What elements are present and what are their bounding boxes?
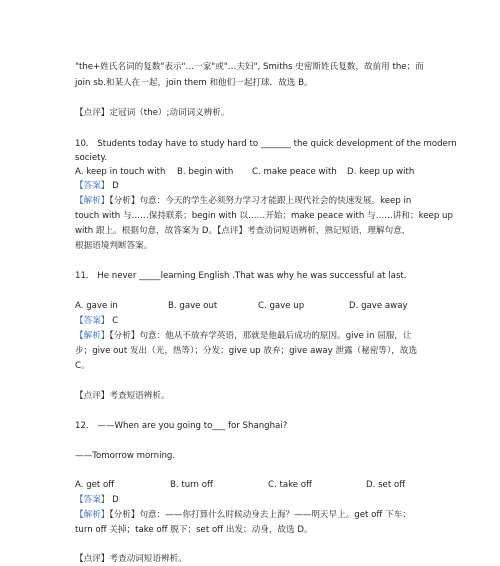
q12-analysis-line-1 [75, 509, 411, 521]
q12-option-c: C. take off [268, 480, 312, 490]
q11-comment: 【点评】考查短语辨析。 [75, 391, 170, 401]
q10-stem-line-1: 10． Students today have to study hard to _______ the quick development of the modern [75, 139, 457, 149]
q12-option-d: D. set off [366, 480, 406, 490]
q12-comment: 【点评】考查动词短语辨析。 [75, 554, 187, 564]
q10-analysis-line-2: touch with 与……保持联系；begin with 以……开始；make peace with 与……讲和；keep up [75, 211, 453, 221]
q11-option-a: A. gave in [75, 301, 118, 311]
q12-answer [75, 494, 119, 506]
q10-analysis-line-1 [75, 195, 411, 207]
q11-analysis-line-1 [75, 330, 412, 342]
q10-analysis-line-3: with 跟上。根据句意，故答案为 D。【点评】考查动词短语辨析，熟记短语，理解句意， [75, 226, 411, 236]
prev-explanation-line-2: join sb.和某人在一起，join them 和他们一起打球．故选 B。 [75, 78, 313, 88]
q10-stem-line-2: society. [75, 153, 108, 163]
q10-analysis-text-1: 【分析】句意：今天的学生必须努力学习才能跟上现代社会的快速发展。keep in [109, 196, 412, 206]
q12-analysis-line-2: turn off 关掉；take off 脱下；set off 出发；动身，故选 D。 [75, 525, 313, 535]
q11-option-b: B. gave out [168, 301, 218, 311]
q12-answer-value: D [112, 495, 119, 505]
q11-option-d: D. gave away [349, 301, 408, 311]
q11-analysis-line-3: C。 [75, 361, 90, 371]
prev-explanation-line-1: "the+姓氏名词的复数"表示"…一家"或"…夫妇", Smiths 史密斯姓氏复数，故前用 the；而 [75, 62, 424, 72]
q11-option-c: C. gave up [258, 301, 305, 311]
analysis-tag: 【解析】 [75, 331, 110, 341]
answer-tag: 【答案】 [75, 181, 110, 191]
q12-option-a: A. get off [75, 480, 115, 490]
analysis-tag: 【解析】 [75, 196, 110, 206]
q10-option-b: B. begin with [177, 167, 234, 177]
prev-comment: 【点评】定冠词（the）;动词词义辨析。 [75, 108, 230, 118]
q10-answer [75, 180, 119, 192]
q10-option-a: A. keep in touch with [75, 167, 166, 177]
q11-answer [75, 315, 118, 327]
q11-analysis-line-2: 步；give out 发出（光，热等）；分发；give up 放弃；give away 泄露（秘密等），故选 [75, 346, 418, 356]
analysis-tag: 【解析】 [75, 510, 110, 520]
q12-reply: ——Tomorrow morning. [75, 451, 176, 461]
q10-option-d: D. keep up with [347, 167, 415, 177]
answer-tag: 【答案】 [75, 495, 110, 505]
q11-answer-value: C [112, 316, 119, 326]
q11-analysis-text-1: 【分析】句意：他从不放弃学英语，那就是他最后成功的原因。give in 屈服，让 [109, 331, 412, 341]
answer-tag: 【答案】 [75, 316, 110, 326]
q12-stem: 12． ——When are you going to___ for Shanghai? [75, 421, 288, 431]
q12-option-b: B. turn off [170, 480, 213, 490]
q12-analysis-text-1: 【分析】句意：——你打算什么时候动身去上海？——明天早上。get off 下车； [109, 510, 411, 520]
q10-analysis-line-4: 根据语境判断答案。 [75, 241, 153, 251]
q11-stem: 11． He never _____learning English .That was why he was successful at last. [75, 271, 407, 281]
q10-answer-value: D [112, 181, 119, 191]
q10-option-c: C. make peace with [252, 167, 337, 177]
